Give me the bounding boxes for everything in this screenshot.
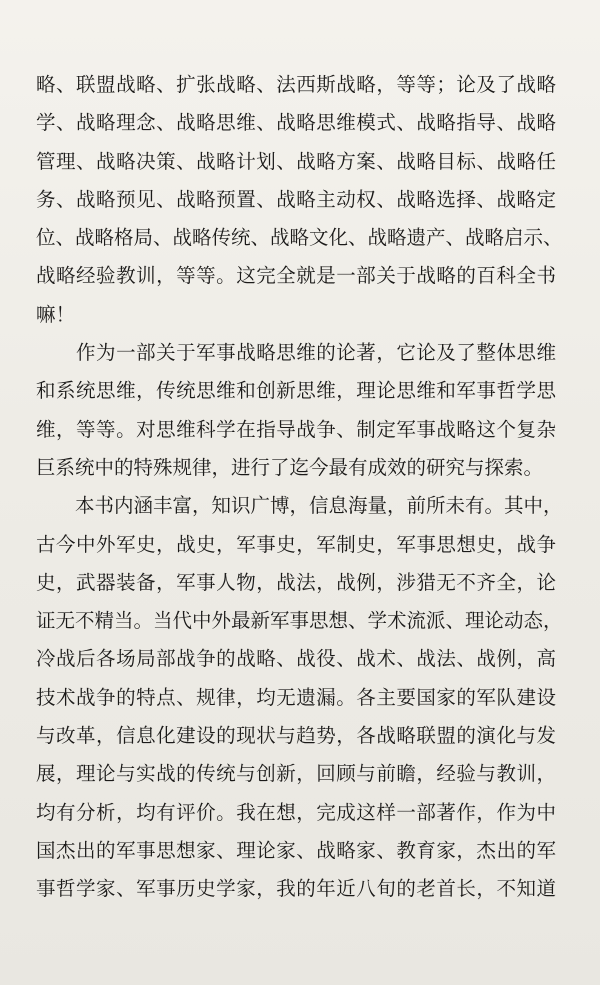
text-line: 略、联盟战略、扩张战略、法西斯战略，等等；论及了战略 [36,73,556,96]
text-line: 技术战争的特点、规律，均无遗漏。各主要国家的军队建设 [36,685,556,709]
text-line: 维，等等。对思维科学在指导战争、制定军事战略这个复杂 [36,417,556,441]
text-line: 国杰出的军事思想家、理论家、战略家、教育家，杰出的军 [36,838,556,862]
text-line: 冷战后各场局部战争的战略、战役、战术、战法、战例，高 [36,647,556,671]
page-text-body [36,66,563,909]
text-line: 和系统思维，传统思维和创新思维，理论思维和军事哲学思 [36,379,556,403]
text-line: 管理、战略决策、战略计划、战略方案、战略目标、战略任 [36,149,556,173]
text-line: 战略经验教训，等等。这完全就是一部关于战略的百科全书 [36,264,556,288]
text-line: 均有分析，均有评价。我在想，完成这样一部著作，作为中 [36,800,556,824]
text-line: 嘛！ [36,302,76,326]
text-line: 史，武器装备，军事人物，战法，战例，涉猎无不齐全，论 [36,570,556,594]
text-line: 本书内涵丰富，知识广博，信息海量，前所未有。其中， [36,494,563,518]
text-line: 巨系统中的特殊规律，进行了迄今最有成效的研究与探索。 [36,455,544,479]
text-line: 事哲学家、军事历史学家，我的年近八旬的老首长，不知道 [36,877,556,901]
text-line: 作为一部关于军事战略思维的论著，它论及了整体思维 [36,341,556,365]
text-line: 位、战略格局、战略传统、战略文化、战略遗产、战略启示、 [36,226,563,250]
text-line: 与改革，信息化建设的现状与趋势，各战略联盟的演化与发 [36,724,556,748]
text-line: 古今中外军史，战史，军事史，军制史，军事思想史，战争 [36,532,556,556]
text-line: 务、战略预见、战略预置、战略主动权、战略选择、战略定 [36,187,556,211]
text-line: 证无不精当。当代中外最新军事思想、学术流派、理论动态， [36,609,563,633]
text-line: 展，理论与实战的传统与创新，回顾与前瞻，经验与教训， [36,762,556,786]
text-line: 学、战略理念、战略思维、战略思维模式、战略指导、战略 [36,111,556,135]
